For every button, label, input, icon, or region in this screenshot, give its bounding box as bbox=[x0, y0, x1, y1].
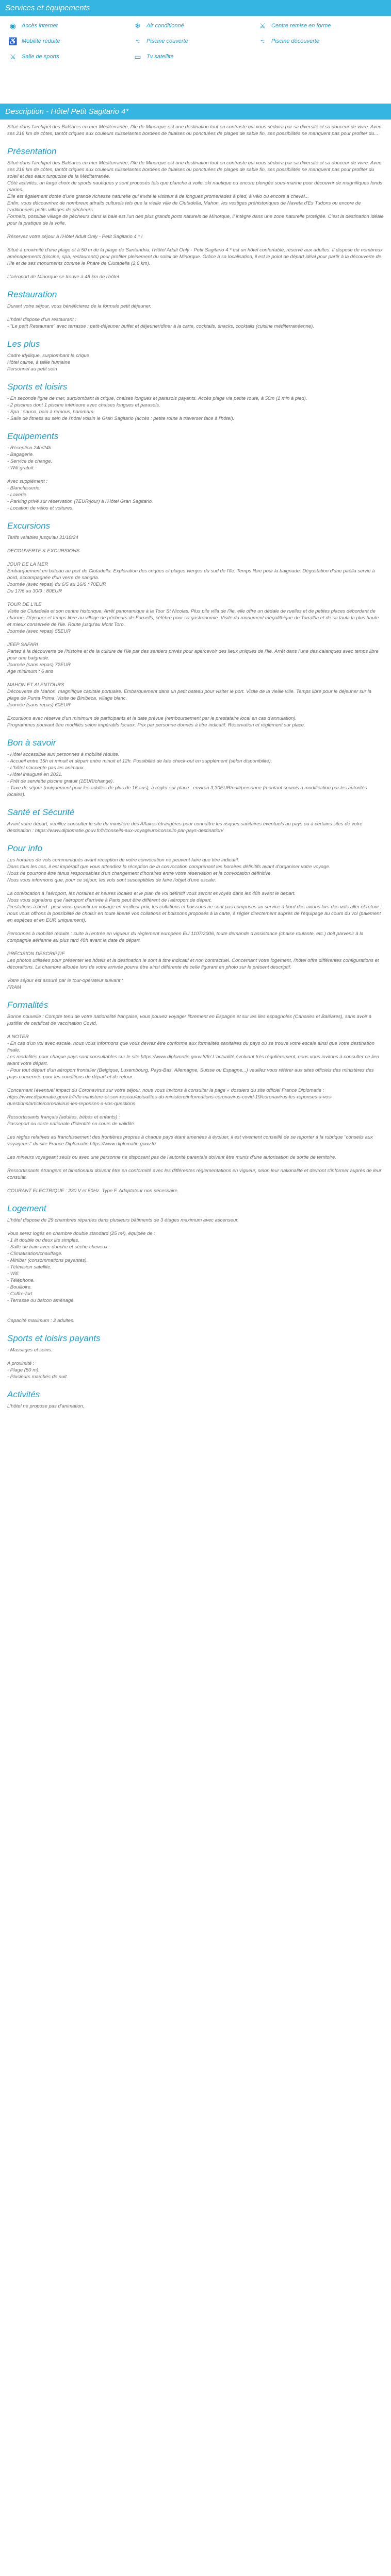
intro-text: Situé dans l'archipel des Baléares en mer Méditerranée, l'île de Minorque est une destination tout en contraste qui vous séduira par sa diversité et sa douceur de vivre. Avec ses 216 km de côtes, tantôt criques aux couleurs ruisselantes bordées de falaises ou ponctuées de plages de sable fin, ses possibilités ne manquent pas pour profiter du... bbox=[7, 124, 381, 137]
section-text: Avant votre départ, veuillez consulter le site du ministère des Affaires étrangères pour connaître les risques sanitaires éventuels au pays ou à certains sites de votre destination : https://www.diplomatie.gouv.fr/fr/conseils-aux-voyageurs/conseils-par-pays-destination/ bbox=[7, 821, 363, 834]
section-text: Bonne nouvelle : Compte tenu de votre nationalité française, vous pouvez voyager librement en Espagne et sur les îles espagnoles (Canaries et Baléares), sans avoir à justifier de certificat de vaccination Covid. A NOTER - En cas d'un vol avec escale, nous vous informons que vous devrez être conforme aux formalités sanitaires du pays où se trouve votre escale ainsi que votre destination finale. Les modalités pour chaque pays sont consultables sur le site https://www.diplomatie.gouv.fr/fr/ L'actualité évoluant très régulièrement, nous vous invitons à consulter ce lien avant votre départ. - Pour tout départ d'un aéroport frontalier (Belgique, Luxembourg, Pays-Bas, Allemagne, Suisse ou Espagne...) veuillez vous référer aux sites officiels des ministères des pays concernés pour les conditions de départ et de retour. Concernant l'éventuel impact du Coronavirus sur votre séjour, nous vous invitons à consulter la page « dossiers du site officiel France Diplomatie : https://www.diplomatie.gouv.fr/fr/le-ministere-et-son-reseau/actualites-du-ministere/informations-coronavirus-covid-19/coronavirus-les-reponses-a-vos-questions/article/coronavirus-les-reponses-a-vos-questions Ressortissants français (adultes, bébés et enfants) : Passeport ou carte nationale d'identité en cours de validité. Les règles relatives au franchissement des frontières propres à chaque pays étant amenées à évoluer, il est vivement conseillé de se reporter à la rubrique "conseils aux voyageurs" du site France Diplomatie.https://www.diplomatie.gouv.fr/ Les mineurs voyageant seuls ou avec une personne ne disposant pas de l'autorité parentale doivent être munis d'une autorisation de sortie de territoire. Ressortissants étrangers et binationaux doivent être en conformité avec les différentes réglementations en vigueur, selon leur nationalité et devront s'informer auprès de leur consulat. COURANT ELECTRIQUE : 230 V et 50Hz. Type F. Adaptateur non nécessaire. bbox=[7, 1014, 382, 1194]
wheelchair-icon: ♿ bbox=[8, 37, 18, 45]
section-text: Tarifs valables jusqu'au 31/10/24 DECOUVERTE & EXCURSIONS JOUR DE LA MER Embarquement en bateau au port de Ciutadella. Exploration des criques et plages vierges du sud de l'île. Temps libre pour la baignade. Dégustation d'une paëlla servie à bord, accompagnée d'un verre de sangria. Journée (avec repas) du 6/5 au 16/6 : 70EUR Du 17/6 au 30/9 : 80EUR TOUR DE L'ILE Visite de Ciutadella et son centre historique. Arrêt panoramique à la Tour St Nicolas. Plus pile villa de l'île, elle offre un dédale de ruelles et de petites places débordant de charme. Déjeuner et temps libre au village de pêcheurs de Fornells, célèbre pour sa gastronomie. Visite du monument mégalithique de Torralba et de sa taula la plus haute et mieux conservée de l'île. Route jusqu'au Mont Toro. Journée (avec repas) 55EUR JEEP SAFARI Partez à la découverte de l'histoire et de la culture de l'île par des sentiers privés pour apercevoir des lieux uniques de l'île. Arrêt dans l'une des calanques avec temps libre pour une baignade. Journée (sans repas) 72EUR Age minimum : 6 ans MAHON ET ALENTOURS Découverte de Mahon, magnifique capitale portuaire. Embarquement dans un petit bateau pour visiter le port. Visite de la vieille ville. Temps libre pour le déjeuner sur la plage de Punta Prima. Visite de Binibeca, village blanc. Journée (sans repas) 60EUR Excursions avec réserve d'un minimum de participants et la date prévue (remboursement par le prestataire local en cas d'annulation). Programmes pouvant être modifiés selon impératifs locaux. Prix par personne donnés à titre indicatif. Réservation et règlement sur place. bbox=[7, 535, 379, 728]
section-heading: Sports et loisirs bbox=[7, 382, 68, 392]
equip-sports: ⚔ Salle de sports bbox=[8, 52, 133, 61]
section-heading: Les plus bbox=[7, 339, 40, 349]
description-title: Description - Hôtel Petit Sagitario 4* bbox=[0, 104, 391, 120]
dumbbell-icon: ⚔ bbox=[9, 52, 17, 61]
section-text: - En seconde ligne de mer, surplombant la crique, chaises longues et parasols payants. Accès plage via petite route, à 50m (1 min à pied). - 2 piscines dont 1 piscine intérieure avec chaises longues et parasols. - Spa : sauna, bain à remous, hammam. - Salle de fitness au sein de l'hôtel voisin le Gran Sagitario (accès : petite route à traverser face à l'hôtel). bbox=[7, 396, 307, 421]
section-heading: Sports et loisirs payants bbox=[7, 1333, 101, 1343]
section-text: L'hôtel ne propose pas d'animation. bbox=[7, 1403, 85, 1409]
section-text: - Massages et soins. A proximité : - Plage (50 m). - Plusieurs marchés de nuit. bbox=[7, 1347, 68, 1380]
equip-tv: ▭ Tv satellite bbox=[133, 52, 258, 61]
section-heading: Santé et Sécurité bbox=[7, 807, 75, 817]
section-text: Les horaires de vols communiqués avant réception de votre convocation ne peuvent faire que titre indicatif. Dans tous les cas, il est impératif que vous attendiez la réception de la convocation comprenant les horaires définitifs avant d'organiser votre voyage. Nous ne pourrons être tenus responsables d'un changement d'horaires entre votre réservation et la convocation définitive. Nous vous informons que, pour ce séjour, les vols sont susceptibles de faire l'objet d'une escale. La convocation à l'aéroport, les horaires et heures locales et le plan de vol définitif vous seront envoyés dans les 48h avant le départ. Nous vous signalons que l'aéroport d'arrivée à Paris peut être différent de l'aéroport de départ. Prestations à bord : pour vous garantir un voyage en meilleur prix, les collations et boissons ne sont pas comprises au service à bord des avions lors des vols aller et retour ; nous vous offrons la possibilité de choisir en toute liberté vos collations et boissons proposés à la carte, à régler directement auprès de l'équipage au cours du vol (paiement en espèces et en EUR uniquement). Personnes à mobilité réduite : suite à l'entrée en vigueur du règlement européen EU 1107/2006, toute demande d'assistance (chaise roulante, etc.) doit parvenir à la compagnie aérienne au plus tard 48h avant la date de départ. PRÉCISION DESCRIPTIF Les photos utilisées pour présenter les hôtels et la destination le sont à titre indicatif et non contractuel. Concernant votre logement, l'hôtel offre différentes configurations et décorations. La chambre allouée lors de votre arrivée pourra être ainsi différente de celle figurant en photo sur le présent descriptif. Votre séjour est assuré par le tour-opérateur suivant : FRAM bbox=[7, 857, 382, 990]
equip-piscine-couverte: ≈ Piscine couverte bbox=[133, 37, 258, 46]
equipements-grid bbox=[0, 16, 391, 69]
pool-icon: ≈ bbox=[260, 37, 265, 45]
section-heading: Equipements bbox=[7, 431, 59, 441]
equip-air: ❄ Air conditionné bbox=[133, 21, 258, 30]
section-heading: Activités bbox=[7, 1389, 40, 1399]
section-text: - Hôtel accessible aux personnes à mobilité réduite. - Accueil entre 15h et minuit et départ entre minuit et 12h. Possibilité de late check-out en supplément (selon disponibilité). - L'hôtel n'accepte pas les animaux. - Hôtel inauguré en 2021. - Prêt de serviette piscine gratuit (1EUR/change). - Taxe de séjour (uniquement pour les adultes de plus de 16 ans), à régler sur place : environ 3,30EUR/nuit/personne (montant soumis à modification par les autorités locales). bbox=[7, 752, 367, 798]
snowflake-icon: ❄ bbox=[135, 21, 141, 30]
section-heading: Logement bbox=[7, 1204, 46, 1213]
wifi-icon: ◉ bbox=[9, 21, 17, 30]
description-content bbox=[0, 120, 391, 1425]
dumbbell-icon: ⚔ bbox=[259, 21, 266, 30]
section-text: - Réception 24h/24h. - Bagagerie. - Service de change. - Wifi gratuit. Avec supplément : - Blanchisserie. - Laverie. - Parking privé sur réservation (7EUR/jour) à l'Hôtel Gran Sagitario. - Location de vélos et voitures. bbox=[7, 445, 153, 511]
equip-internet: ◉ Accès internet bbox=[8, 21, 133, 30]
section-heading: Formalités bbox=[7, 1000, 48, 1010]
section-text: L'hôtel dispose de 29 chambres réparties dans plusieurs bâtiments de 3 étages maximum avec ascenseur. Vous serez logés en chambre double standard (25 m²), équipée de : - 1 lit double ou deux lits simples. - Salle de bain avec douche et sèche-cheveux. - Climatisation/chauffage. - Minibar (consommations payantes). - Télévision satellite. - Wifi. - Téléphone. - Bouilloire. - Coffre-fort. - Terrasse ou balcon aménagé. Capacité maximum : 2 adultes. bbox=[7, 1217, 239, 1324]
equip-piscine-decouverte: ≈ Piscine découverte bbox=[258, 37, 383, 46]
section-text: Situé dans l'archipel des Baléares en mer Méditerranée, l'île de Minorque est une destination tout en contraste qui vous séduira par sa diversité et sa douceur de vivre. Avec ses 216 km de côtes, tantôt criques aux couleurs ruisselantes bordées de falaises ou ponctuées de plages de sable fin, ses possibilités ne manquent pas pour profiter du soleil et des eaux turquoise de la Méditerranée. Côté activités, un large choix de sports nautiques y sont proposés tels que planche à voile, ski nautique ou encore plongée sous-marine pour découvrir de magnifiques fonds marins. Elle est également dotée d'une grande richesse naturelle qui invite le visiteur à de longues promenades à pied, à vélo ou encore à cheval... Enfin, vous découvrirez de nombreux attraits culturels tels que la vieille ville de Ciutadella, Mahon, les vestiges préhistoriques de Naveta d'Es Tudons ou encore de traditionnels petits villages de pêcheurs. Formelo, possible village de pêcheurs dans la baie est l'un des plus grands ports naturels de Minorque, il intègre dans une zone naturelle protégée. C'est la destination idéale pour la pratique de la voile. Réservez votre séjour à l'Hôtel Adult Only - Petit Sagitario 4 * ! Situé à proximité d'une plage et à 50 m de la plage de Santandria, l'Hôtel Adult Only - Petit Sagitario 4 * est un hôtel confortable, réservé aux adultes. Il dispose de nombreux aménagements (piscine, spa, restaurants) pour profiter pleinement du soleil de Minorque. Grâce à sa localisation, il est le point de départ idéal pour partir à la découverte de l'île et de ses monuments comme le Phare de Ciutadella (2,6 km). L'aéroport de Minorque se trouve à 48 km de l'hôtel. bbox=[7, 160, 384, 280]
section-text: Cadre idyllique, surplombant la crique Hôtel calme, à taille humaine Personnel au petit soin bbox=[7, 353, 89, 372]
pool-icon: ≈ bbox=[136, 37, 140, 45]
tv-icon: ▭ bbox=[134, 52, 141, 61]
equip-mobilite: ♿ Mobilité réduite bbox=[8, 37, 60, 45]
equipements-title: Services et équipements bbox=[0, 0, 391, 16]
section-heading: Excursions bbox=[7, 521, 51, 531]
section-text: Durant votre séjour, vous bénéficierez de la formule petit déjeuner. L'hôtel dispose d'un restaurant : - "Le petit Restaurant" avec terrasse : petit-déjeuner buffet et déjeuner/dîner à la carte, cocktails, snacks, cocktails (cuisine méditerranéenne). bbox=[7, 303, 314, 329]
equip-fitness: ⚔ Centre remise en forme bbox=[258, 21, 383, 30]
section-heading: Restauration bbox=[7, 290, 57, 299]
section-heading: Présentation bbox=[7, 146, 57, 156]
section-heading: Pour info bbox=[7, 843, 43, 853]
section-heading: Bon à savoir bbox=[7, 738, 56, 748]
